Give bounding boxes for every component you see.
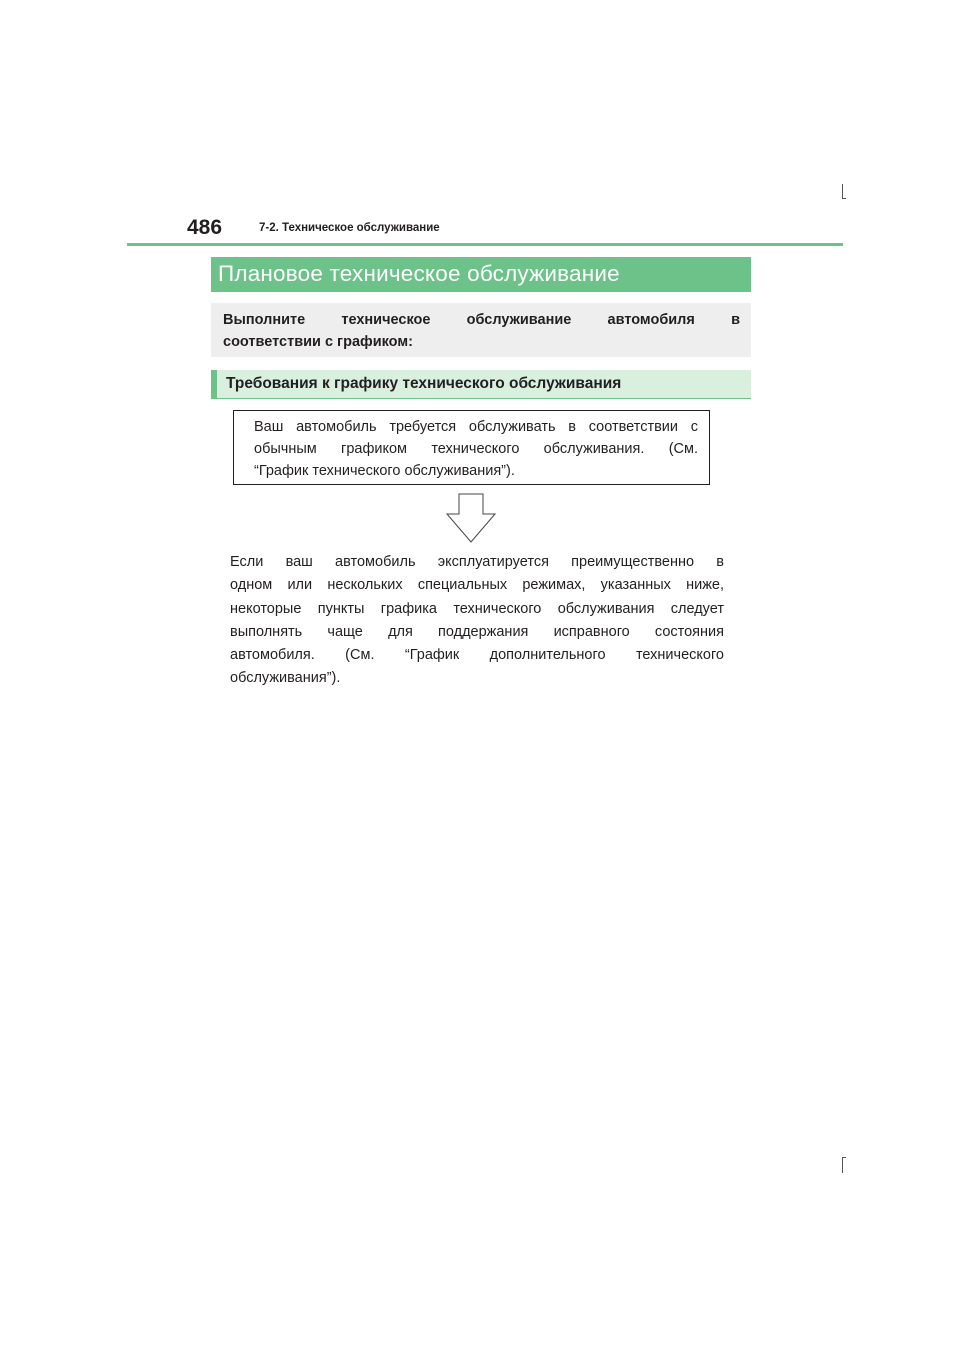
body-line-4: выполнять чаще для поддержания исправного состояния (230, 623, 724, 640)
body-line-6: обслуживания”). (230, 670, 341, 687)
header-rule (127, 243, 843, 246)
section-reference: 7-2. Техническое обслуживание (259, 222, 440, 234)
crop-mark-top (842, 184, 843, 199)
section-title: Плановое техническое обслуживание (211, 257, 751, 292)
body-line-5: автомобиля. (См. “График дополнительного технического (230, 647, 724, 664)
body-line-3: некоторые пункты графика технического обслуживания следует (230, 600, 724, 617)
requirement-line-1: Ваш автомобиль требуется обслуживать в соответствии с (254, 419, 698, 435)
body-line-2: одном или нескольких специальных режимах, указанных ниже, (230, 577, 724, 594)
crop-mark-bottom (842, 1157, 843, 1173)
subsection-header: Требования к графику технического обслуживания (211, 370, 751, 399)
crop-mark-bottom-foot (842, 1157, 846, 1158)
requirement-line-2: обычным графиком технического обслуживания. (См. (254, 441, 698, 457)
down-arrow-icon (446, 493, 496, 543)
requirement-line-3: “График технического обслуживания”). (254, 463, 515, 479)
requirement-box (233, 410, 710, 485)
body-line-1: Если ваш автомобиль эксплуатируется преимущественно в (230, 554, 724, 570)
intro-line-2: соответствии с графиком: (223, 334, 413, 350)
crop-mark-top-foot (842, 198, 846, 199)
body-paragraph (230, 551, 724, 691)
intro-box (211, 303, 751, 357)
page-number: 486 (187, 216, 223, 239)
intro-line-1: Выполните техническое обслуживание автомобиля в (223, 312, 740, 328)
